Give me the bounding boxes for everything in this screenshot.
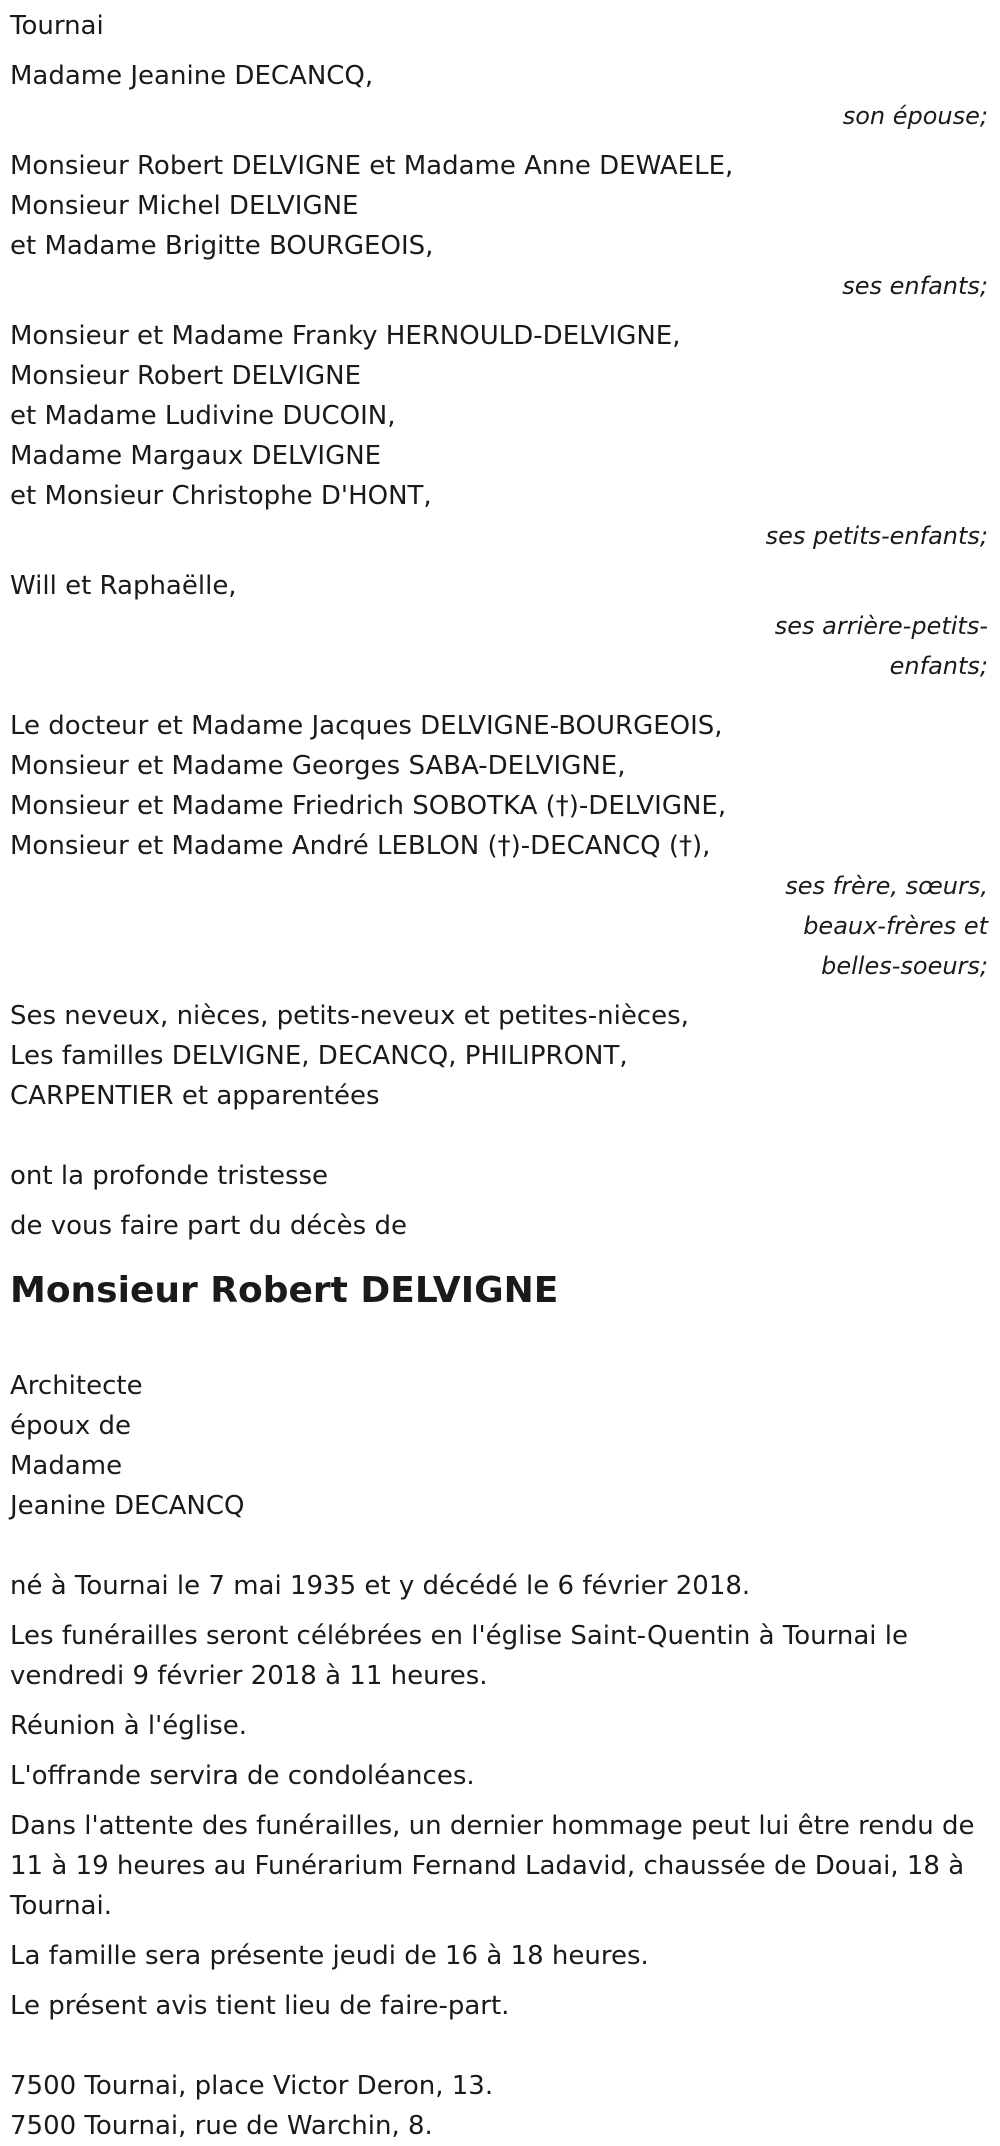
relation-label: ses frère, sœurs, xyxy=(785,872,988,900)
address-line: 7500 Tournai, rue de Warchin, 8. xyxy=(10,2111,433,2141)
mourner-name: et Madame Brigitte BOURGEOIS, xyxy=(10,231,434,261)
detail-line: Madame xyxy=(10,1451,123,1481)
announcement xyxy=(10,1156,990,1246)
mourner-name: Monsieur Robert DELVIGNE xyxy=(10,361,362,391)
death-notice xyxy=(10,6,990,2146)
relation-label: beaux-frères et xyxy=(803,912,988,940)
relation-label: ses enfants; xyxy=(842,272,988,300)
address-line: 7500 Tournai, place Victor Deron, 13. xyxy=(10,2071,494,2101)
mourner-name: Monsieur et Madame André LEBLON (†)-DECANCQ (†), xyxy=(10,831,711,861)
family-line: Les familles DELVIGNE, DECANCQ, PHILIPRONT, xyxy=(10,1041,628,1071)
notice-body xyxy=(10,1566,990,2026)
detail-line: Jeanine DECANCQ xyxy=(10,1491,245,1521)
mourner-group-spouse xyxy=(10,56,990,136)
family-line: Ses neveux, nièces, petits-neveux et petites-nièces, xyxy=(10,1001,689,1031)
mourner-group-children xyxy=(10,146,990,306)
relation-label: belles-soeurs; xyxy=(821,952,988,980)
mourner-group-grandchildren xyxy=(10,316,990,556)
family-presence-info: La famille sera présente jeudi de 16 à 18 heures. xyxy=(10,1941,649,1971)
mourner-group-siblings xyxy=(10,706,990,986)
mourner-name: Monsieur Robert DELVIGNE et Madame Anne DEWAELE, xyxy=(10,151,734,181)
mourner-name: Madame Jeanine DECANCQ, xyxy=(10,61,374,91)
deceased-name: Monsieur Robert DELVIGNE xyxy=(10,1270,559,1311)
family-line: CARPENTIER et apparentées xyxy=(10,1081,380,1111)
mourner-name: Monsieur et Madame Friedrich SOBOTKA (†)-DELVIGNE, xyxy=(10,791,727,821)
mourner-group-great-grandchildren xyxy=(10,566,990,686)
birth-death-info: né à Tournai le 7 mai 1935 et y décédé le 6 février 2018. xyxy=(10,1571,751,1601)
homage-info: Dans l'attente des funérailles, un dernier hommage peut lui être rendu de 11 à 19 heures au Funérarium Fernand Ladavid, chaussée de Douai, 18 à Tournai. xyxy=(10,1811,975,1921)
mourner-name: Monsieur et Madame Franky HERNOULD-DELVIGNE, xyxy=(10,321,681,351)
mourner-name: Monsieur et Madame Georges SABA-DELVIGNE, xyxy=(10,751,626,781)
detail-line: Architecte xyxy=(10,1371,143,1401)
relation-label: son épouse; xyxy=(842,102,988,130)
meeting-info: Réunion à l'église. xyxy=(10,1711,248,1741)
mourner-name: et Madame Ludivine DUCOIN, xyxy=(10,401,396,431)
relation-label: ses arrière-petits- xyxy=(774,612,988,640)
offering-info: L'offrande servira de condoléances. xyxy=(10,1761,475,1791)
addresses xyxy=(10,2066,990,2146)
mourner-name: Monsieur Michel DELVIGNE xyxy=(10,191,359,221)
funeral-info: Les funérailles seront célébrées en l'église Saint-Quentin à Tournai le vendredi 9 février 2018 à 11 heures. xyxy=(10,1621,908,1691)
announcement-line: ont la profonde tristesse xyxy=(10,1161,329,1191)
detail-line: époux de xyxy=(10,1411,132,1441)
announcement-line: de vous faire part du décès de xyxy=(10,1211,407,1241)
city-header: Tournai xyxy=(10,11,104,41)
extended-family xyxy=(10,996,990,1116)
mourner-name: Will et Raphaëlle, xyxy=(10,571,237,601)
notice-statement: Le présent avis tient lieu de faire-part. xyxy=(10,1991,510,2021)
deceased-details xyxy=(10,1366,990,1526)
mourner-name: Madame Margaux DELVIGNE xyxy=(10,441,382,471)
mourner-name: et Monsieur Christophe D'HONT, xyxy=(10,481,432,511)
mourner-name: Le docteur et Madame Jacques DELVIGNE-BOURGEOIS, xyxy=(10,711,723,741)
relation-label: ses petits-enfants; xyxy=(765,522,988,550)
relation-label: enfants; xyxy=(889,652,988,680)
